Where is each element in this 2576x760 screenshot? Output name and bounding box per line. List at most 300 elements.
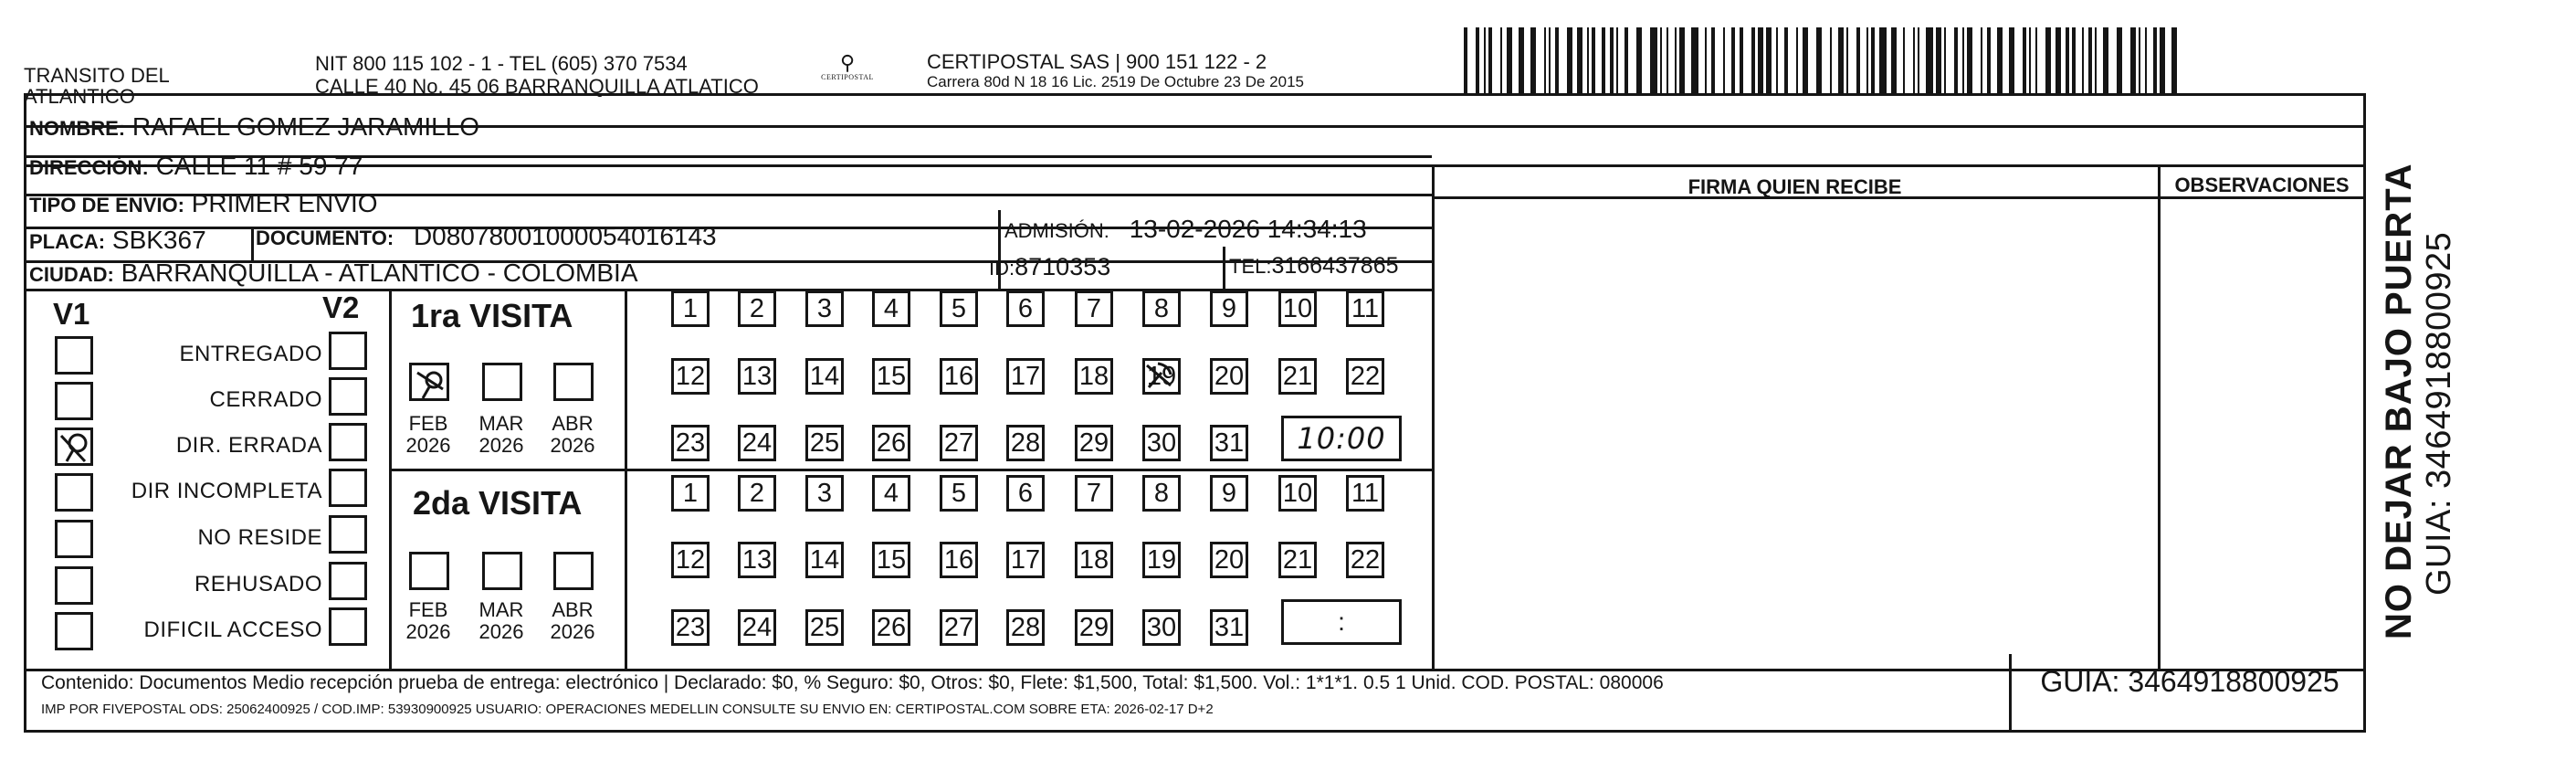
documento-row (256, 222, 717, 251)
day-number: 14 (809, 361, 840, 391)
day-checkbox[interactable] (1142, 425, 1181, 461)
barcode-bar (1519, 27, 1524, 93)
first-time-box[interactable] (1281, 416, 1402, 461)
barcode-bar (1549, 27, 1551, 93)
month-year: 2026 (405, 434, 451, 457)
day-checkbox[interactable] (1346, 290, 1384, 327)
v2-checkbox[interactable] (329, 469, 367, 507)
day-number: 27 (943, 612, 974, 642)
barcode-bar (2153, 27, 2157, 93)
day-number: 9 (1221, 293, 1237, 323)
day-number: 4 (883, 478, 899, 508)
barcode-bar (1544, 27, 1546, 93)
month-name: MAR (478, 412, 524, 435)
second-time-value: : (1338, 607, 1345, 636)
day-number: 8 (1153, 293, 1170, 323)
day-checkbox[interactable] (1142, 290, 1181, 327)
day-checkbox[interactable] (940, 542, 978, 578)
month-checkbox[interactable] (409, 552, 449, 590)
v2-checkbox[interactable] (329, 562, 367, 600)
barcode-bar (1838, 27, 1844, 93)
day-number: 7 (1086, 478, 1102, 508)
v1-checkbox[interactable] (55, 566, 93, 605)
barcode-bar (1751, 27, 1755, 93)
imp-text: IMP POR FIVEPOSTAL ODS: 25062400925 / COD.IMP: 53930900925 USUARIO: OPERACIONES MEDELLIN CONSULTE SU ENVIO EN: CERTIPOSTAL.COM SOBRE ETA: 2026-02-17 D+2 (41, 702, 1214, 717)
day-checkbox[interactable] (1210, 358, 1248, 395)
barcode-bar (1866, 27, 1868, 93)
barcode-bar (1816, 27, 1822, 93)
day-checkbox[interactable] (805, 358, 844, 395)
barcode-bar (1587, 27, 1589, 93)
status-label: CERRADO (209, 387, 322, 412)
day-number: 16 (943, 361, 974, 391)
month-name: FEB (408, 412, 448, 435)
tel-row (1229, 253, 1399, 280)
month-label (469, 599, 533, 643)
direccion-label: DIRECCIÓN: (29, 156, 149, 179)
day-number: 7 (1086, 293, 1102, 323)
day-number: 10 (1282, 293, 1313, 323)
barcode-bar (1981, 27, 1982, 93)
logo-mark-icon: ⚲ (839, 51, 856, 74)
day-number: 30 (1146, 612, 1177, 642)
day-checkbox[interactable] (1278, 358, 1317, 395)
day-number: 6 (1017, 293, 1034, 323)
day-checkbox[interactable] (738, 542, 776, 578)
day-checkbox[interactable] (1006, 290, 1045, 327)
ciudad-value: BARRANQUILLA - ATLANTICO - COLOMBIA (121, 259, 638, 287)
day-number: 1 (682, 478, 699, 508)
day-checkbox[interactable] (1006, 358, 1045, 395)
side-text (2379, 163, 2459, 639)
day-number: 21 (1282, 361, 1313, 391)
month-label (396, 413, 460, 457)
second-visit-title: 2da VISITA (413, 484, 583, 522)
guia-footer: GUIA: 3464918800925 (2040, 665, 2339, 698)
day-checkbox[interactable] (805, 542, 844, 578)
barcode-bar (2171, 27, 2177, 93)
barcode-bar (2056, 27, 2061, 93)
sender-address: CALLE 40 No. 45 06 BARRANQUILLA ATLATICO (315, 75, 759, 98)
barcode-bar (1488, 27, 1492, 93)
admision-value: 13-02-2026 14:34:13 (1129, 215, 1367, 243)
barcode-bar (1592, 27, 1595, 93)
day-number: 31 (1214, 428, 1245, 458)
barcode-bar (1484, 27, 1486, 93)
barcode-bar (1602, 27, 1605, 93)
month-year: 2026 (550, 434, 595, 457)
barcode-bar (2160, 27, 2165, 93)
day-checkbox[interactable] (738, 425, 776, 461)
day-checkbox[interactable] (1142, 609, 1181, 646)
day-checkbox[interactable] (738, 358, 776, 395)
barcode-bar (1577, 27, 1582, 93)
side-guia: GUIA: 3464918800925 (2420, 231, 2458, 596)
month-name: MAR (478, 598, 524, 621)
day-number: 24 (741, 612, 773, 642)
barcode-bar (1624, 27, 1628, 93)
day-checkbox[interactable] (1075, 542, 1113, 578)
barcode-bar (2045, 27, 2051, 93)
day-number: 22 (1350, 361, 1381, 391)
day-number: 9 (1221, 478, 1237, 508)
barcode-bar (1830, 27, 1832, 93)
day-checkbox[interactable] (738, 609, 776, 646)
placa-value: SBK367 (111, 226, 206, 254)
v2-checkbox[interactable] (329, 332, 367, 370)
day-number: 11 (1351, 478, 1380, 508)
v1-checkbox[interactable] (55, 336, 93, 375)
barcode-bar (1705, 27, 1707, 93)
day-checkbox[interactable] (1142, 475, 1181, 512)
barcode-bar (1711, 27, 1715, 93)
placa-label: PLACA: (29, 230, 106, 253)
day-checkbox[interactable] (1210, 475, 1248, 512)
month-year: 2026 (478, 434, 524, 457)
barcode-bar (1766, 27, 1772, 93)
v1-checkbox[interactable] (55, 428, 93, 466)
day-number: 12 (675, 361, 706, 391)
barcode-bar (2035, 27, 2037, 93)
day-number: 28 (1010, 428, 1041, 458)
barcode-bar (1567, 27, 1572, 93)
direccion-row (29, 152, 363, 181)
month-checkbox[interactable] (553, 363, 594, 401)
barcode-bar (1891, 27, 1897, 93)
day-number: 1 (682, 293, 699, 323)
day-checkbox[interactable] (671, 290, 710, 327)
day-number: 23 (675, 428, 706, 458)
barcode-bar (2082, 27, 2084, 93)
month-name: ABR (552, 598, 594, 621)
day-checkbox[interactable] (940, 475, 978, 512)
barcode-bar (1913, 27, 1915, 93)
barcode-bar (1555, 27, 1559, 93)
day-number: 27 (943, 428, 974, 458)
second-time-box[interactable] (1281, 599, 1402, 645)
id-row (989, 253, 1110, 281)
month-checkbox[interactable] (553, 552, 594, 590)
day-number: 22 (1350, 544, 1381, 575)
month-label (541, 599, 605, 643)
day-number: 14 (809, 544, 840, 575)
day-checkbox[interactable] (872, 475, 910, 512)
barcode-bar (1679, 27, 1685, 93)
carrier-address: Carrera 80d N 18 16 Lic. 2519 De Octubre 23 De 2015 (927, 73, 1304, 90)
day-checkbox[interactable] (805, 475, 844, 512)
documento-value: D08078001000054016143 (413, 222, 717, 250)
barcode-bar (1740, 27, 1743, 93)
day-checkbox[interactable] (1075, 609, 1113, 646)
month-year: 2026 (550, 620, 595, 643)
tipo-row (29, 189, 378, 218)
day-checkbox[interactable] (1278, 290, 1317, 327)
month-label (469, 413, 533, 457)
day-checkbox[interactable] (671, 425, 710, 461)
barcode-bar (1476, 27, 1479, 93)
v1-checkbox[interactable] (55, 520, 93, 558)
barcode-bar (2139, 27, 2140, 93)
month-name: FEB (408, 598, 448, 621)
barcode-bar (1610, 27, 1614, 93)
barcode-bar (1879, 27, 1887, 93)
day-checkbox[interactable] (1142, 358, 1181, 395)
sender-nit: NIT 800 115 102 - 1 - TEL (605) 370 7534 (315, 52, 688, 75)
day-number: 17 (1010, 361, 1041, 391)
day-checkbox[interactable] (1278, 542, 1317, 578)
barcode-bar (1636, 27, 1642, 93)
day-number: 25 (809, 428, 840, 458)
certipostal-logo (811, 53, 884, 81)
status-label: ENTREGADO (179, 342, 322, 366)
day-checkbox[interactable] (940, 609, 978, 646)
day-number: 17 (1010, 544, 1041, 575)
barcode-bar (1731, 27, 1735, 93)
status-label: NO RESIDE (197, 525, 322, 550)
sender-name-line2: ATLANTICO (24, 85, 135, 108)
day-number: 15 (876, 544, 907, 575)
day-checkbox[interactable] (1075, 358, 1113, 395)
tel-value: 3166437865 (1271, 253, 1399, 279)
first-visit-title: 1ra VISITA (411, 297, 573, 334)
day-checkbox[interactable] (738, 475, 776, 512)
contenido-text: Contenido: Documentos Medio recepción prueba de entrega: electrónico | Declarado: $0, % Seguro: $0, Otros: $0, Flete: $1,500, Total: $1,500. Vol.: 1*1*1. 0.5 1 Unid. COD. POSTAL: 080006 (41, 672, 1664, 693)
month-checkbox[interactable] (482, 363, 522, 401)
day-number: 16 (943, 544, 974, 575)
day-number: 24 (741, 428, 773, 458)
month-checkbox[interactable] (482, 552, 522, 590)
status-label: REHUSADO (194, 572, 322, 596)
barcode-bar (1464, 27, 1467, 93)
day-number: 20 (1214, 361, 1245, 391)
day-checkbox[interactable] (1346, 358, 1384, 395)
barcode-bar (1650, 27, 1657, 93)
documento-label: DOCUMENTO: (256, 227, 394, 249)
handwritten-check-icon (58, 430, 90, 463)
day-number: 11 (1351, 293, 1380, 323)
barcode-bar (1918, 27, 1919, 93)
barcode-bar (1944, 27, 1946, 93)
id-value: 8710353 (1015, 253, 1111, 280)
month-label (396, 599, 460, 643)
nombre-value: RAFAEL GOMEZ JARAMILLO (131, 112, 480, 141)
barcode-bar (2088, 27, 2092, 93)
direccion-value: CALLE 11 # 59 77 (155, 152, 363, 180)
day-number: 3 (816, 478, 833, 508)
day-number: 5 (951, 478, 967, 508)
day-checkbox[interactable] (1075, 475, 1113, 512)
barcode-bar (1507, 27, 1512, 93)
day-number: 25 (809, 612, 840, 642)
day-checkbox[interactable] (1210, 290, 1248, 327)
barcode-bar (2130, 27, 2136, 93)
day-number: 3 (816, 293, 833, 323)
day-checkbox[interactable] (872, 358, 910, 395)
day-number: 6 (1017, 478, 1034, 508)
v2-checkbox[interactable] (329, 423, 367, 461)
day-number: 30 (1146, 428, 1177, 458)
barcode-bar (1871, 27, 1875, 93)
barcode-bar (1987, 27, 1991, 93)
day-number: 20 (1214, 544, 1245, 575)
barcode-bar (2023, 27, 2026, 93)
barcode-bar (1796, 27, 1798, 93)
day-number: 12 (675, 544, 706, 575)
placa-row (29, 226, 206, 255)
day-number: 4 (883, 293, 899, 323)
v2-header: V2 (322, 290, 360, 324)
day-number: 15 (876, 361, 907, 391)
day-checkbox[interactable] (940, 358, 978, 395)
v1-checkbox[interactable] (55, 382, 93, 420)
day-checkbox[interactable] (671, 358, 710, 395)
admision-label: ADMISIÓN: (1004, 219, 1109, 242)
month-checkbox[interactable] (409, 363, 449, 401)
day-checkbox[interactable] (1346, 475, 1384, 512)
barcode-bar (1803, 27, 1808, 93)
barcode-bar (1936, 27, 1941, 93)
nombre-row (29, 112, 479, 142)
day-checkbox[interactable] (872, 290, 910, 327)
day-checkbox[interactable] (671, 609, 710, 646)
barcode-bar (1856, 27, 1860, 93)
status-label: DIFICIL ACCESO (143, 618, 322, 642)
day-checkbox[interactable] (1278, 475, 1317, 512)
day-number: 29 (1078, 428, 1109, 458)
day-number: 18 (1078, 361, 1109, 391)
barcode-bar (1903, 27, 1905, 93)
barcode-bar (1667, 27, 1668, 93)
day-number: 13 (741, 361, 773, 391)
day-number: 26 (876, 428, 907, 458)
day-checkbox[interactable] (872, 609, 910, 646)
barcode (1464, 27, 2182, 93)
barcode-bar (2066, 27, 2069, 93)
day-number: 23 (675, 612, 706, 642)
day-checkbox[interactable] (671, 542, 710, 578)
barcode-bar (1530, 27, 1536, 93)
admision-row (1004, 215, 1367, 244)
v2-checkbox[interactable] (329, 515, 367, 554)
barcode-bar (1691, 27, 1698, 93)
v1-checkbox[interactable] (55, 473, 93, 512)
barcode-bar (2117, 27, 2122, 93)
barcode-bar (1962, 27, 1964, 93)
status-label: DIR. ERRADA (175, 433, 322, 458)
day-number: 26 (876, 612, 907, 642)
day-number: 2 (749, 478, 765, 508)
logo-wordmark: CERTIPOSTAL (821, 73, 874, 81)
barcode-bar (2009, 27, 2014, 93)
day-number: 29 (1078, 612, 1109, 642)
day-number: 5 (951, 293, 967, 323)
day-checkbox[interactable] (671, 475, 710, 512)
ciudad-label: CIUDAD: (29, 263, 114, 286)
barcode-bar (1500, 27, 1502, 93)
no-dejar-warning: NO DEJAR BAJO PUERTA (2379, 163, 2419, 639)
day-checkbox[interactable] (1210, 542, 1248, 578)
day-number: 19 (1147, 362, 1176, 392)
month-label (541, 413, 605, 457)
barcode-bar (1758, 27, 1763, 93)
month-year: 2026 (405, 620, 451, 643)
day-checkbox[interactable] (1006, 609, 1045, 646)
day-checkbox[interactable] (1142, 542, 1181, 578)
barcode-bar (1846, 27, 1848, 93)
v2-checkbox[interactable] (329, 607, 367, 646)
v2-checkbox[interactable] (329, 377, 367, 416)
first-time-value: 10:00 (1297, 421, 1386, 456)
day-number: 28 (1010, 612, 1041, 642)
barcode-bar (2029, 27, 2031, 93)
day-checkbox[interactable] (738, 290, 776, 327)
barcode-bar (1660, 27, 1662, 93)
day-checkbox[interactable] (872, 542, 910, 578)
day-checkbox[interactable] (940, 290, 978, 327)
id-label: ID: (989, 257, 1015, 280)
day-number: 31 (1214, 612, 1245, 642)
day-number: 18 (1078, 544, 1109, 575)
day-checkbox[interactable] (805, 290, 844, 327)
day-checkbox[interactable] (1210, 609, 1248, 646)
day-checkbox[interactable] (1006, 475, 1045, 512)
day-number: 21 (1282, 544, 1313, 575)
barcode-bar (2103, 27, 2108, 93)
status-label: DIR INCOMPLETA (131, 479, 322, 503)
month-name: ABR (552, 412, 594, 435)
day-checkbox[interactable] (1210, 425, 1248, 461)
handwritten-check-icon (412, 365, 448, 400)
barcode-bar (1967, 27, 1972, 93)
firma-header: FIRMA QUIEN RECIBE (1688, 175, 1902, 198)
tipo-value: PRIMER ENVIO (191, 189, 378, 217)
month-year: 2026 (478, 620, 524, 643)
day-number: 2 (749, 293, 765, 323)
barcode-bar (1997, 27, 2003, 93)
day-checkbox[interactable] (1075, 425, 1113, 461)
tipo-label: TIPO DE ENVIO: (29, 194, 184, 216)
sender-name-line1: TRANSITO DEL (24, 64, 170, 87)
day-checkbox[interactable] (805, 425, 844, 461)
day-checkbox[interactable] (1006, 542, 1045, 578)
barcode-bar (1776, 27, 1778, 93)
v1-checkbox[interactable] (55, 612, 93, 650)
day-checkbox[interactable] (940, 425, 978, 461)
barcode-bar (2072, 27, 2076, 93)
day-number: 19 (1146, 544, 1177, 575)
day-number: 8 (1153, 478, 1170, 508)
day-checkbox[interactable] (1075, 290, 1113, 327)
tel-label: TEL: (1229, 255, 1272, 278)
carrier-name: CERTIPOSTAL SAS | 900 151 122 - 2 (927, 50, 1267, 73)
v1-header: V1 (53, 297, 90, 331)
barcode-bar (1616, 27, 1618, 93)
barcode-bar (1926, 27, 1933, 93)
barcode-bar (1675, 27, 1677, 93)
handwritten-mark-icon (1143, 360, 1176, 391)
day-number: 13 (741, 544, 773, 575)
nombre-label: NOMBRE: (29, 117, 126, 140)
barcode-bar (2095, 27, 2097, 93)
ciudad-row (29, 259, 638, 288)
day-number: 10 (1282, 478, 1313, 508)
day-checkbox[interactable] (872, 425, 910, 461)
barcode-bar (1784, 27, 1788, 93)
day-checkbox[interactable] (1006, 425, 1045, 461)
observaciones-header: OBSERVACIONES (2174, 174, 2350, 196)
day-checkbox[interactable] (1346, 542, 1384, 578)
day-checkbox[interactable] (805, 609, 844, 646)
